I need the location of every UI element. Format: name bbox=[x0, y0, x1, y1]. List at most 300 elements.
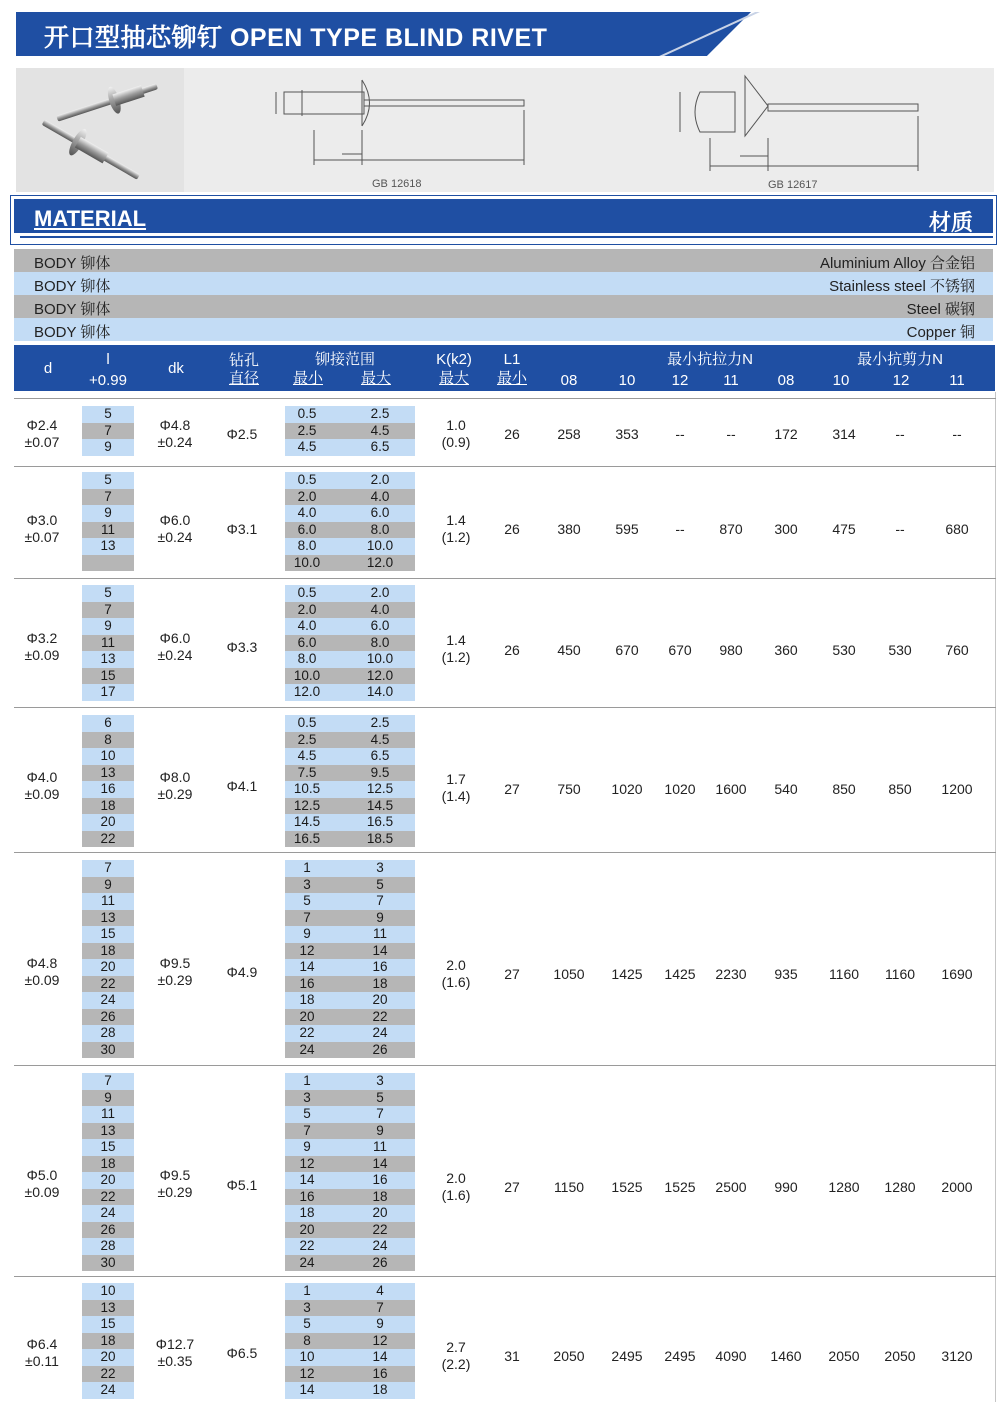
cell-d: Φ6.4 ±0.11 bbox=[25, 1336, 59, 1369]
grip-min: 4.5 bbox=[297, 748, 317, 763]
l-value: 10 bbox=[82, 1283, 134, 1300]
cell-tensile-10: 1425 bbox=[611, 966, 643, 982]
grip-max: 3 bbox=[376, 1073, 384, 1088]
cell-l1: 31 bbox=[504, 1348, 520, 1364]
grip-min: 2.0 bbox=[297, 601, 317, 617]
grip-max: 14 bbox=[372, 1349, 388, 1364]
cell-shear-12: 1160 bbox=[884, 966, 916, 982]
cell-d: Φ3.0 ±0.07 bbox=[24, 512, 60, 545]
grip-max: 18 bbox=[372, 1382, 388, 1397]
grip-values bbox=[285, 1283, 415, 1399]
l-value: 7 bbox=[82, 860, 134, 877]
grip-range bbox=[285, 1255, 415, 1272]
cell-shear-11: 760 bbox=[945, 642, 969, 658]
l-value: 22 bbox=[82, 1366, 134, 1383]
grip-range bbox=[285, 1316, 415, 1333]
grip-max: 12.0 bbox=[366, 554, 394, 570]
grip-max: 2.0 bbox=[370, 472, 390, 487]
grip-max: 7 bbox=[376, 1106, 384, 1121]
grip-min: 5 bbox=[303, 1106, 311, 1121]
cell-shear-11: 1690 bbox=[941, 966, 973, 982]
l-value: 9 bbox=[82, 877, 134, 894]
grip-min: 8.0 bbox=[297, 538, 317, 553]
grip-range bbox=[285, 798, 415, 815]
l-value: 17 bbox=[82, 684, 134, 701]
cell-tensile-10: 1525 bbox=[611, 1179, 643, 1195]
drawing-gb12617 bbox=[660, 66, 940, 182]
cell-l1: 27 bbox=[504, 781, 520, 797]
grip-range bbox=[285, 748, 415, 765]
grip-max: 14 bbox=[372, 1155, 388, 1171]
grip-range bbox=[285, 1009, 415, 1026]
grip-range bbox=[285, 1139, 415, 1156]
grip-min: 10 bbox=[299, 1349, 315, 1364]
cell-k: 2.0 (1.6) bbox=[441, 1170, 471, 1203]
cell-shear-08: 935 bbox=[774, 966, 798, 982]
cell-tensile-12: 2495 bbox=[664, 1348, 696, 1364]
cell-k: 1.4 (1.2) bbox=[441, 512, 471, 545]
cell-shear-12: 850 bbox=[888, 781, 912, 797]
grip-max: 11 bbox=[372, 926, 387, 941]
grip-range bbox=[285, 765, 415, 782]
rivet-photo-icon bbox=[16, 68, 184, 192]
grip-range bbox=[285, 860, 415, 877]
cell-shear-08: 172 bbox=[774, 426, 798, 442]
cell-shear-11: 680 bbox=[945, 521, 969, 537]
grip-max: 16.5 bbox=[366, 814, 394, 829]
cell-l1: 26 bbox=[504, 642, 520, 658]
grip-min: 24 bbox=[299, 1041, 315, 1057]
cell-shear-10: 1160 bbox=[828, 966, 860, 982]
l-value: 13 bbox=[82, 651, 134, 668]
header-tensile-10: 10 bbox=[618, 372, 636, 389]
l-value: 7 bbox=[82, 1073, 134, 1090]
l-value: 5 bbox=[82, 585, 134, 602]
material-header bbox=[14, 199, 993, 233]
grip-max: 16 bbox=[372, 1365, 388, 1381]
caption-right: GB 12617 bbox=[768, 179, 818, 191]
grip-max: 18 bbox=[372, 975, 388, 991]
l-value: 20 bbox=[82, 814, 134, 831]
material-title-cn: 材质 bbox=[928, 210, 973, 235]
grip-range bbox=[285, 732, 415, 749]
grip-values bbox=[285, 860, 415, 1058]
header-d: d bbox=[43, 360, 53, 377]
cell-tensile-08: 380 bbox=[557, 521, 581, 537]
l-value: 10 bbox=[82, 748, 134, 765]
drawing-gb12618 bbox=[262, 70, 542, 180]
grip-min: 6.0 bbox=[297, 521, 317, 537]
l-value: 11 bbox=[82, 522, 134, 539]
l-value: 9 bbox=[82, 618, 134, 635]
l-value: 6 bbox=[82, 715, 134, 732]
material-row bbox=[14, 249, 993, 272]
grip-values bbox=[285, 406, 415, 456]
cell-drill: Φ2.5 bbox=[226, 426, 258, 442]
l-value: 9 bbox=[82, 439, 134, 456]
cell-dk: Φ9.5 ±0.29 bbox=[157, 1167, 193, 1200]
grip-min: 5 bbox=[303, 893, 311, 908]
grip-values bbox=[285, 585, 415, 701]
cell-k: 1.0 (0.9) bbox=[441, 417, 471, 450]
cell-drill: Φ6.5 bbox=[226, 1345, 258, 1361]
grip-min: 12 bbox=[299, 1155, 315, 1171]
cell-tensile-08: 2050 bbox=[553, 1348, 585, 1364]
cell-tensile-12: 1425 bbox=[664, 966, 696, 982]
l-value: 28 bbox=[82, 1238, 134, 1255]
cell-tensile-08: 750 bbox=[557, 781, 581, 797]
grip-min: 14 bbox=[299, 1382, 315, 1397]
grip-range bbox=[285, 1189, 415, 1206]
caption-left: GB 12618 bbox=[372, 178, 422, 190]
grip-max: 26 bbox=[372, 1254, 388, 1270]
l-value: 7 bbox=[82, 602, 134, 619]
grip-min: 5 bbox=[303, 1316, 311, 1331]
l-value: 20 bbox=[82, 959, 134, 976]
cell-tensile-08: 258 bbox=[557, 426, 581, 442]
cell-shear-10: 1280 bbox=[828, 1179, 860, 1195]
cell-tensile-11: -- bbox=[726, 426, 736, 442]
grip-range bbox=[285, 555, 415, 572]
grip-range bbox=[285, 602, 415, 619]
cell-l1: 26 bbox=[504, 521, 520, 537]
grip-max: 2.0 bbox=[370, 585, 390, 600]
l-value: 20 bbox=[82, 1349, 134, 1366]
grip-range bbox=[285, 1333, 415, 1350]
grip-min: 12 bbox=[299, 942, 315, 958]
row-separator bbox=[14, 466, 996, 467]
grip-min: 16 bbox=[299, 975, 315, 991]
grip-max: 5 bbox=[376, 876, 384, 892]
l-value: 18 bbox=[82, 943, 134, 960]
grip-range bbox=[285, 668, 415, 685]
grip-range bbox=[285, 1349, 415, 1366]
grip-min: 16.5 bbox=[293, 830, 321, 846]
grip-max: 7 bbox=[376, 893, 384, 908]
grip-range bbox=[285, 439, 415, 456]
grip-max: 24 bbox=[372, 1238, 388, 1253]
grip-range bbox=[285, 472, 415, 489]
l-values bbox=[82, 1073, 134, 1271]
material-part: BODY 铆体 bbox=[34, 324, 111, 341]
grip-range bbox=[285, 877, 415, 894]
grip-min: 1 bbox=[303, 860, 311, 875]
cell-shear-08: 540 bbox=[774, 781, 798, 797]
l-value: 13 bbox=[82, 765, 134, 782]
grip-range bbox=[285, 1382, 415, 1399]
material-part: BODY 铆体 bbox=[34, 278, 111, 295]
grip-range bbox=[285, 1283, 415, 1300]
l-value: 22 bbox=[82, 831, 134, 848]
grip-min: 1 bbox=[303, 1283, 311, 1298]
cell-shear-08: 360 bbox=[774, 642, 798, 658]
grip-max: 9 bbox=[376, 1122, 384, 1138]
grip-range bbox=[285, 943, 415, 960]
grip-values bbox=[285, 472, 415, 571]
grip-max: 14 bbox=[372, 942, 388, 958]
grip-range bbox=[285, 831, 415, 848]
header-grip-range: 铆接范围 bbox=[314, 351, 375, 368]
cell-tensile-12: 670 bbox=[668, 642, 692, 658]
grip-range bbox=[285, 406, 415, 423]
l-value: 9 bbox=[82, 1090, 134, 1107]
grip-range bbox=[285, 1172, 415, 1189]
grip-max: 7 bbox=[376, 1299, 384, 1315]
header-tensile-11: 11 bbox=[723, 372, 739, 389]
grip-min: 7 bbox=[303, 1122, 311, 1138]
cell-k: 2.0 (1.6) bbox=[441, 957, 471, 990]
l-value: 18 bbox=[82, 1333, 134, 1350]
grip-min: 1 bbox=[303, 1073, 311, 1088]
l-value: 8 bbox=[82, 732, 134, 749]
cell-tensile-12: -- bbox=[675, 426, 685, 442]
row-separator bbox=[14, 1065, 996, 1066]
grip-max: 6.0 bbox=[370, 618, 390, 633]
grip-range bbox=[285, 1106, 415, 1123]
cell-tensile-10: 353 bbox=[615, 426, 639, 442]
cell-k: 2.7 (2.2) bbox=[441, 1339, 471, 1372]
grip-range bbox=[285, 1300, 415, 1317]
grip-range bbox=[285, 1205, 415, 1222]
l-value: 18 bbox=[82, 798, 134, 815]
grip-max: 3 bbox=[376, 860, 384, 875]
cell-drill: Φ5.1 bbox=[226, 1177, 258, 1193]
grip-range bbox=[285, 1222, 415, 1239]
header-shear-12: 12 bbox=[892, 372, 910, 389]
grip-max: 8.0 bbox=[370, 521, 390, 537]
cell-l1: 27 bbox=[504, 1179, 520, 1195]
grip-min: 24 bbox=[299, 1254, 315, 1270]
grip-range bbox=[285, 505, 415, 522]
cell-shear-12: 1280 bbox=[884, 1179, 916, 1195]
grip-min: 7 bbox=[303, 909, 311, 925]
cell-l1: 26 bbox=[504, 426, 520, 442]
grip-min: 20 bbox=[299, 1008, 315, 1024]
cell-tensile-11: 870 bbox=[719, 521, 743, 537]
l-value: 15 bbox=[82, 1316, 134, 1333]
grip-min: 14 bbox=[299, 959, 315, 974]
cell-drill: Φ4.9 bbox=[226, 964, 258, 980]
cell-tensile-08: 1050 bbox=[553, 966, 585, 982]
grip-max: 11 bbox=[372, 1139, 387, 1154]
grip-max: 18.5 bbox=[366, 830, 394, 846]
l-value: 26 bbox=[82, 1222, 134, 1239]
row-separator bbox=[14, 707, 996, 708]
grip-min: 2.5 bbox=[297, 422, 317, 438]
grip-min: 3 bbox=[303, 1299, 311, 1315]
grip-min: 4.0 bbox=[297, 505, 317, 520]
grip-min: 18 bbox=[299, 1205, 315, 1220]
l-value: 7 bbox=[82, 489, 134, 506]
material-row bbox=[14, 318, 993, 341]
grip-min: 8.0 bbox=[297, 651, 317, 666]
cell-tensile-11: 4090 bbox=[715, 1348, 747, 1364]
cell-tensile-11: 2500 bbox=[715, 1179, 747, 1195]
cell-shear-10: 314 bbox=[832, 426, 856, 442]
cell-drill: Φ3.3 bbox=[226, 639, 258, 655]
cell-dk: Φ8.0 ±0.29 bbox=[157, 769, 193, 802]
l-value: 15 bbox=[82, 1139, 134, 1156]
l-values bbox=[82, 585, 134, 701]
cell-l1: 27 bbox=[504, 966, 520, 982]
header-k-max: 最大 bbox=[438, 370, 469, 387]
grip-range bbox=[285, 1123, 415, 1140]
cell-d: Φ3.2 ±0.09 bbox=[24, 630, 60, 663]
grip-max: 10.0 bbox=[366, 538, 394, 553]
l-value: 26 bbox=[82, 1009, 134, 1026]
l-value: 5 bbox=[82, 406, 134, 423]
l-values bbox=[82, 406, 134, 456]
grip-min: 10.0 bbox=[293, 667, 321, 683]
l-values bbox=[82, 860, 134, 1058]
cell-dk: Φ6.0 ±0.24 bbox=[157, 630, 193, 663]
material-name: Copper 铜 bbox=[906, 324, 975, 341]
header-grip-min: 最小 bbox=[292, 370, 323, 387]
material-title: MATERIAL bbox=[34, 206, 147, 231]
grip-min: 12.5 bbox=[293, 797, 321, 813]
l-value: 11 bbox=[82, 1106, 134, 1123]
header-drill-1: 钻孔 bbox=[228, 352, 259, 369]
cell-d: Φ4.8 ±0.09 bbox=[24, 955, 60, 988]
cell-shear-12: 530 bbox=[888, 642, 912, 658]
cell-tensile-12: -- bbox=[675, 521, 685, 537]
grip-min: 10.5 bbox=[293, 781, 321, 796]
cell-drill: Φ3.1 bbox=[226, 521, 258, 537]
grip-min: 4.0 bbox=[297, 618, 317, 633]
grip-max: 9.5 bbox=[370, 764, 390, 780]
cell-dk: Φ4.8 ±0.24 bbox=[157, 417, 193, 450]
grip-min: 12.0 bbox=[293, 684, 321, 699]
material-divider bbox=[20, 236, 993, 238]
cell-tensile-11: 1600 bbox=[715, 781, 747, 797]
grip-min: 20 bbox=[299, 1221, 315, 1237]
material-part: BODY 铆体 bbox=[34, 255, 111, 272]
material-name: Aluminium Alloy 合金铝 bbox=[819, 255, 975, 272]
grip-min: 0.5 bbox=[297, 406, 317, 421]
l-value: 24 bbox=[82, 992, 134, 1009]
l-value: 20 bbox=[82, 1172, 134, 1189]
cell-tensile-10: 595 bbox=[615, 521, 639, 537]
l-values bbox=[82, 715, 134, 847]
l-value: 11 bbox=[82, 893, 134, 910]
grip-range bbox=[285, 635, 415, 652]
l-value: 11 bbox=[82, 635, 134, 652]
grip-min: 0.5 bbox=[297, 472, 317, 487]
cell-shear-10: 850 bbox=[832, 781, 856, 797]
grip-range bbox=[285, 976, 415, 993]
l-value: 13 bbox=[82, 910, 134, 927]
l-value bbox=[82, 555, 134, 572]
cell-shear-11: -- bbox=[952, 426, 962, 442]
cell-d: Φ2.4 ±0.07 bbox=[24, 417, 60, 450]
grip-min: 14.5 bbox=[293, 814, 321, 829]
table-right-edge bbox=[995, 392, 996, 1402]
header-k: K(k2) bbox=[436, 351, 472, 368]
material-row bbox=[14, 295, 993, 318]
grip-max: 16 bbox=[372, 1172, 388, 1187]
grip-max: 2.5 bbox=[370, 406, 390, 421]
grip-range bbox=[285, 684, 415, 701]
grip-range bbox=[285, 1090, 415, 1107]
grip-min: 18 bbox=[299, 992, 315, 1007]
header-tensile: 最小抗拉力N bbox=[667, 351, 753, 368]
grip-max: 16 bbox=[372, 959, 388, 974]
grip-range bbox=[285, 522, 415, 539]
header-tensile-08: 08 bbox=[560, 372, 578, 389]
grip-range bbox=[285, 814, 415, 831]
cell-shear-11: 1200 bbox=[941, 781, 973, 797]
grip-range bbox=[285, 585, 415, 602]
grip-min: 2.5 bbox=[297, 731, 317, 747]
grip-range bbox=[285, 1156, 415, 1173]
header-l-tolerance: +0.99 bbox=[89, 372, 127, 389]
grip-max: 4.5 bbox=[370, 731, 390, 747]
header-shear-08: 08 bbox=[777, 372, 795, 389]
material-name: Steel 碳钢 bbox=[906, 301, 975, 318]
grip-range bbox=[285, 715, 415, 732]
grip-range bbox=[285, 992, 415, 1009]
grip-min: 22 bbox=[299, 1238, 315, 1253]
material-row bbox=[14, 272, 993, 295]
grip-max: 14.0 bbox=[366, 684, 394, 699]
row-separator bbox=[14, 398, 996, 399]
header-shear-10: 10 bbox=[832, 372, 850, 389]
grip-max: 4.0 bbox=[370, 488, 390, 504]
cell-tensile-10: 670 bbox=[615, 642, 639, 658]
grip-range bbox=[285, 926, 415, 943]
grip-max: 6.0 bbox=[370, 505, 390, 520]
cell-d: Φ5.0 ±0.09 bbox=[24, 1167, 60, 1200]
header-drill-2: 直径 bbox=[228, 370, 259, 387]
header-shear-11: 11 bbox=[949, 372, 965, 389]
cell-tensile-11: 2230 bbox=[715, 966, 747, 982]
cell-tensile-10: 1020 bbox=[611, 781, 643, 797]
grip-values bbox=[285, 715, 415, 847]
grip-max: 10.0 bbox=[366, 651, 394, 666]
cell-tensile-08: 450 bbox=[557, 642, 581, 658]
grip-min: 0.5 bbox=[297, 715, 317, 730]
grip-min: 22 bbox=[299, 1025, 315, 1040]
l-values bbox=[82, 1283, 134, 1399]
rivet-photo bbox=[16, 68, 184, 192]
cell-shear-11: 2000 bbox=[941, 1179, 973, 1195]
row-separator bbox=[14, 852, 996, 853]
grip-max: 20 bbox=[372, 1205, 388, 1220]
l-value: 18 bbox=[82, 1156, 134, 1173]
grip-range bbox=[285, 959, 415, 976]
row-separator bbox=[14, 578, 996, 579]
cell-dk: Φ9.5 ±0.29 bbox=[157, 955, 193, 988]
cell-k: 1.7 (1.4) bbox=[441, 771, 471, 804]
grip-min: 0.5 bbox=[297, 585, 317, 600]
cell-shear-08: 990 bbox=[774, 1179, 798, 1195]
grip-max: 24 bbox=[372, 1025, 388, 1040]
grip-min: 3 bbox=[303, 1089, 311, 1105]
header-l1: L1 bbox=[503, 351, 521, 368]
grip-range bbox=[285, 910, 415, 927]
grip-max: 26 bbox=[372, 1041, 388, 1057]
header-tensile-12: 12 bbox=[671, 372, 689, 389]
cell-shear-12: -- bbox=[895, 426, 905, 442]
l-value: 13 bbox=[82, 538, 134, 555]
l-value: 15 bbox=[82, 926, 134, 943]
cell-shear-12: 2050 bbox=[884, 1348, 916, 1364]
cell-shear-11: 3120 bbox=[941, 1348, 973, 1364]
grip-min: 9 bbox=[303, 1139, 311, 1154]
header-shear: 最小抗剪力N bbox=[857, 351, 943, 368]
cell-dk: Φ12.7 ±0.35 bbox=[155, 1336, 195, 1369]
grip-max: 6.5 bbox=[370, 439, 390, 454]
